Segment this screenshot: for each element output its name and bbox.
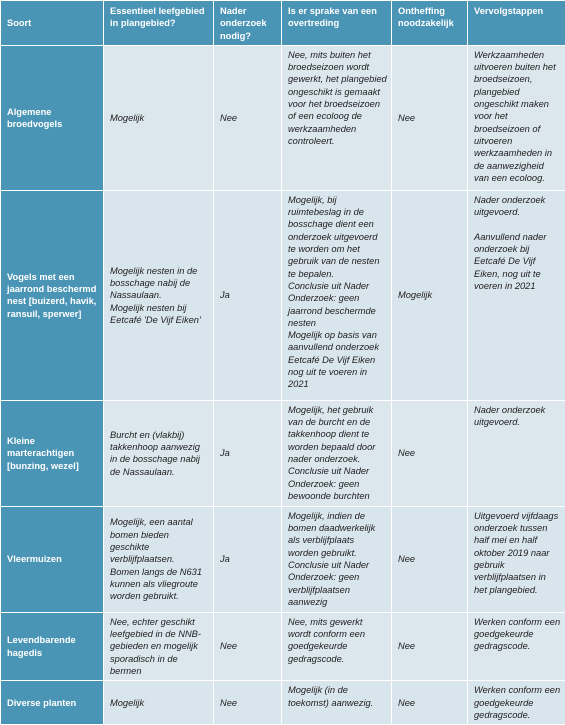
nader-cell: Nee	[214, 45, 282, 190]
header-overtreding: Is er sprake van een overtreding	[282, 1, 392, 46]
header-ontheffing: Ontheffing noodzakelijk	[392, 1, 468, 46]
leefgebied-cell: Burcht en (vlakbij) takkenhoop aanwezig in de bosschage nabij de Nassaulaan.	[104, 400, 214, 506]
header-row	[1, 1, 565, 46]
vervolg-cell: Nader onderzoek uitgevoerd.	[468, 400, 565, 506]
leefgebied-cell: Mogelijk, een aantal bomen bieden geschikte verblijfplaatsen. Bomen langs de N631 kunnen als vliegroute worden gebruikt.	[104, 506, 214, 612]
leefgebied-cell: Mogelijk nesten in de bosschage nabij de Nassaulaan. Mogelijk nesten bij Eetcafé 'De Vijf Eiken'	[104, 190, 214, 400]
table-row	[1, 681, 565, 725]
nader-cell: Ja	[214, 506, 282, 612]
header-vervolgstappen: Vervolgstappen	[468, 1, 565, 46]
nader-cell: Nee	[214, 681, 282, 725]
ontheffing-cell: Nee	[392, 612, 468, 680]
ontheffing-cell: Nee	[392, 506, 468, 612]
overtreding-cell: Nee, mits buiten het broedseizoen wordt gewerkt, het plangebied ongeschikt is gemaakt voor het broedseizoen of een ecoloog de werkzaamheden controleert.	[282, 45, 392, 190]
header-soort: Soort	[1, 1, 104, 46]
soort-cell: Vleermuizen	[1, 506, 104, 612]
leefgebied-cell: Mogelijk	[104, 45, 214, 190]
table-row	[1, 612, 565, 680]
overtreding-cell: Mogelijk, bij ruimtebeslag in de bosschage dient een onderzoek uitgevoerd te worden om het gebruik van de nesten te bepalen. Conclusie uit Nader Onderzoek: geen jaarrond beschermde nesten Mogelijk op basis van aanvullend onderzoek Eetcafé De Vijf Eiken nog uit te voeren in 2021	[282, 190, 392, 400]
soort-cell: Algemene broedvogels	[1, 45, 104, 190]
soort-cell: Kleine marterachtigen [bunzing, wezel]	[1, 400, 104, 506]
soort-cell: Levendbarende hagedis	[1, 612, 104, 680]
nader-cell: Nee	[214, 612, 282, 680]
ontheffing-cell: Mogelijk	[392, 190, 468, 400]
vervolg-cell: Werken conform een goedgekeurde gedragscode.	[468, 681, 565, 725]
vervolg-cell: Werken conform een goedgekeurde gedragscode.	[468, 612, 565, 680]
soort-cell: Vogels met een jaarrond beschermd nest [buizerd, havik, ransuil, sperwer]	[1, 190, 104, 400]
vervolg-cell: Uitgevoerd vijfdaags onderzoek tussen half mei en half oktober 2019 naar gebruik verblijfplaatsen in het plangebied.	[468, 506, 565, 612]
overtreding-cell: Nee, mits gewerkt wordt conform een goedgekeurde gedragscode.	[282, 612, 392, 680]
leefgebied-cell: Mogelijk	[104, 681, 214, 725]
ontheffing-cell: Nee	[392, 45, 468, 190]
table-row	[1, 45, 565, 190]
header-nader-onderzoek: Nader onderzoek nodig?	[214, 1, 282, 46]
ontheffing-cell: Nee	[392, 400, 468, 506]
table-row	[1, 190, 565, 400]
ontheffing-cell: Nee	[392, 681, 468, 725]
leefgebied-cell: Nee, echter geschikt leefgebied in de NNB-gebieden en mogelijk sporadisch in de bermen	[104, 612, 214, 680]
vervolg-cell: Werkzaamheden uitvoeren buiten het broedseizoen, plangebied ongeschikt maken voor het broedseizoen of uitvoeren werkzaamheden in de aanwezigheid van een ecoloog.	[468, 45, 565, 190]
overtreding-cell: Mogelijk, indien de bomen daadwerkelijk als verblijfplaats worden gebruikt. Conclusie uit Nader Onderzoek: geen verblijfplaatsen aanwezig	[282, 506, 392, 612]
nader-cell: Ja	[214, 190, 282, 400]
header-leefgebied: Essentieel leefgebied in plangebied?	[104, 1, 214, 46]
overtreding-cell: Mogelijk (in de toekomst) aanwezig.	[282, 681, 392, 725]
table-row	[1, 506, 565, 612]
overtreding-cell: Mogelijk, het gebruik van de burcht en de takkenhoop dient te worden bepaald door nader onderzoek. Conclusie uit Nader Onderzoek: geen bewoonde burchten	[282, 400, 392, 506]
table-row	[1, 400, 565, 506]
vervolg-cell: Nader onderzoek uitgevoerd. Aanvullend nader onderzoek bij Eetcafé De Vijf Eiken, nog uit te voeren in 2021	[468, 190, 565, 400]
nader-cell: Ja	[214, 400, 282, 506]
soort-cell: Diverse planten	[1, 681, 104, 725]
